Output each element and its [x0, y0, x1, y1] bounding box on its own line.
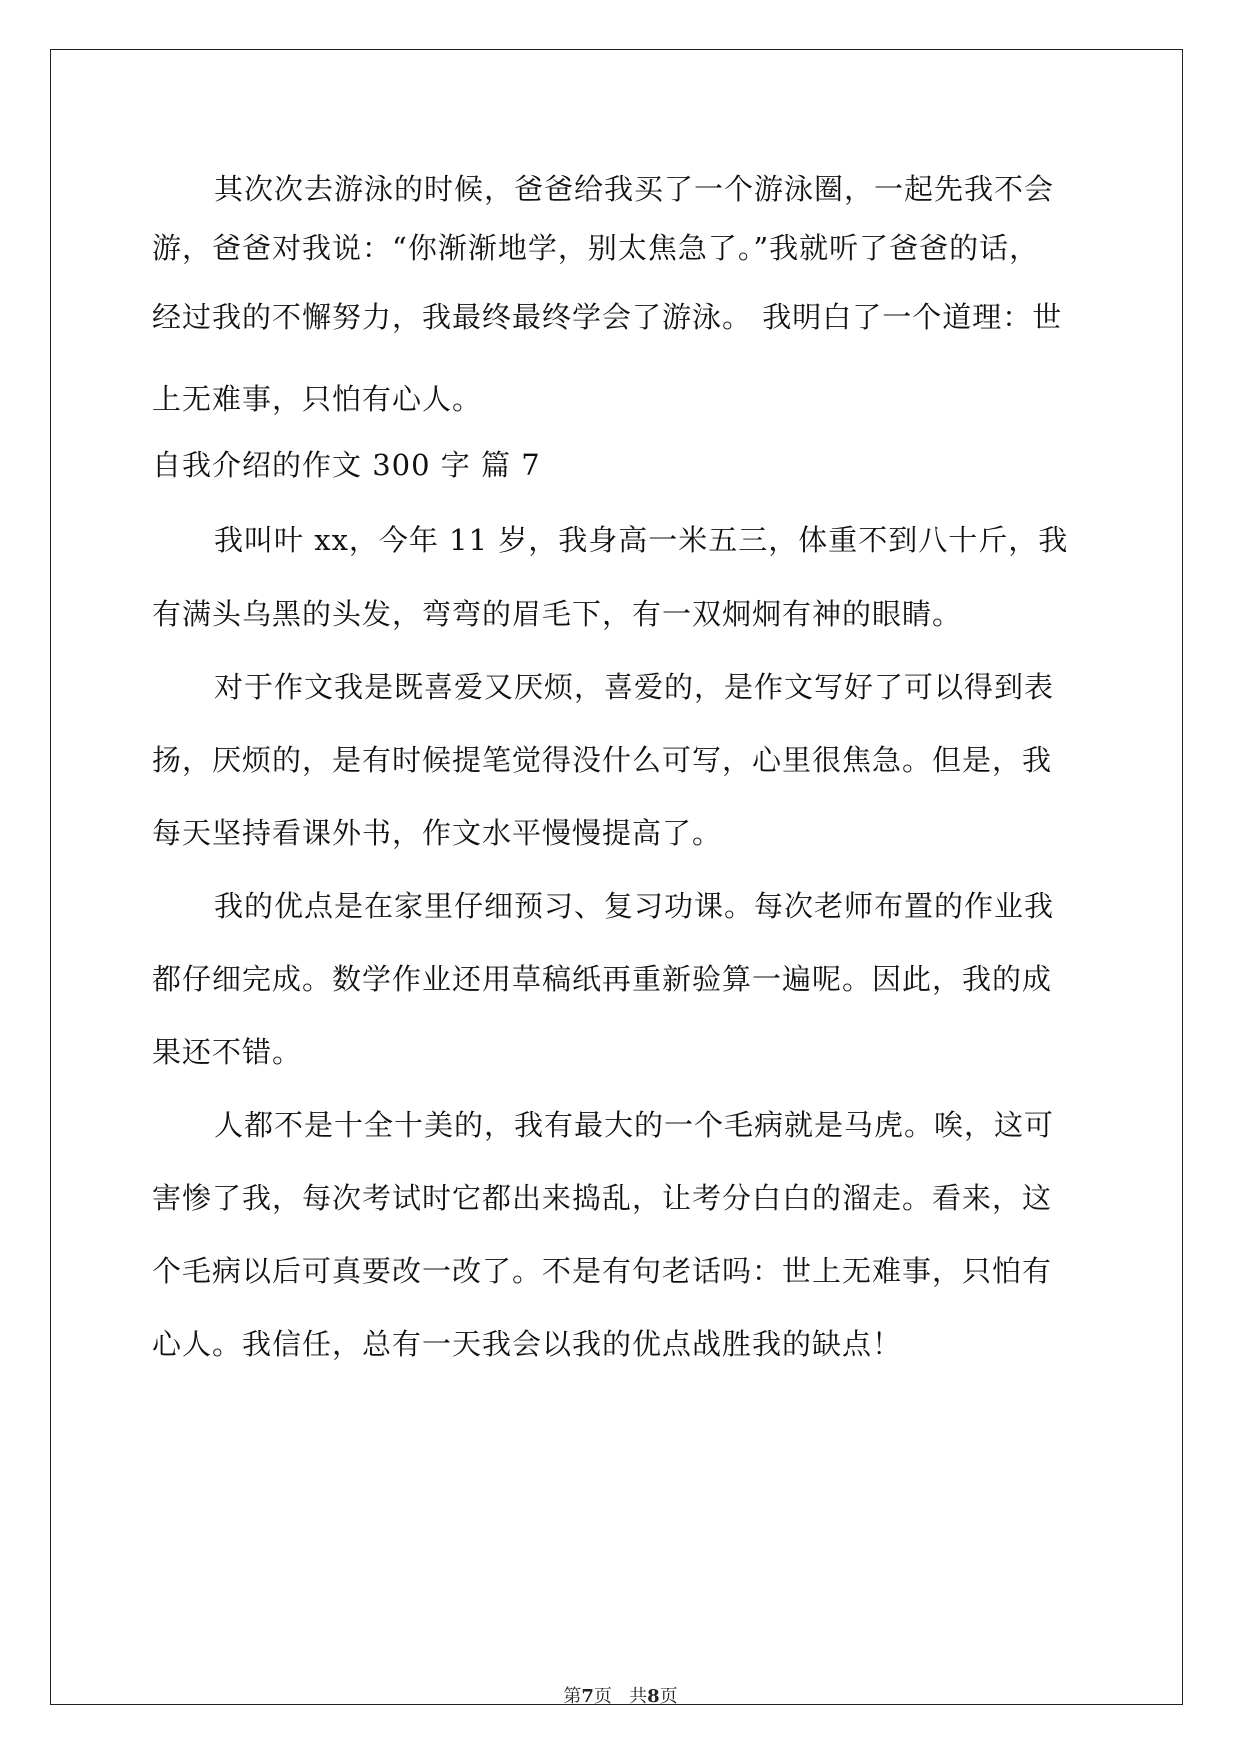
- paragraph-line: 其次次去游泳的时候，爸爸给我买了一个游泳圈，一起先我不会: [214, 172, 1055, 206]
- paragraph-line: 害惨了我，每次考试时它都出来捣乱，让考分白白的溜走。看来，这: [152, 1181, 1053, 1215]
- paragraph-line: 我叫叶 xx，今年 11 岁，我身高一米五三，体重不到八十斤，我: [214, 523, 1069, 557]
- footer-suffix: 页: [659, 1686, 678, 1707]
- page-footer: [0, 1686, 1241, 1708]
- footer-middle: 页 共: [593, 1686, 648, 1707]
- current-page-number: 7: [581, 1686, 594, 1707]
- paragraph-line: 都仔细完成。数学作业还用草稿纸再重新验算一遍呢。因此，我的成: [152, 962, 1053, 996]
- section-heading: 自我介绍的作文 300 字 篇 7: [152, 448, 541, 482]
- paragraph-line: 对于作文我是既喜爱又厌烦，喜爱的，是作文写好了可以得到表: [214, 670, 1055, 704]
- paragraph-line: 个毛病以后可真要改一改了。不是有句老话吗：世上无难事，只怕有: [152, 1254, 1053, 1288]
- total-pages-number: 8: [647, 1686, 660, 1707]
- paragraph-line: 经过我的不懈努力，我最终最终学会了游泳。 我明白了一个道理：世: [152, 300, 1063, 334]
- paragraph-line: 人都不是十全十美的，我有最大的一个毛病就是马虎。唉，这可: [214, 1108, 1055, 1142]
- paragraph-line: 上无难事，只怕有心人。: [152, 382, 483, 416]
- paragraph-line: 每天坚持看课外书，作文水平慢慢提高了。: [152, 816, 723, 850]
- paragraph-line: 我的优点是在家里仔细预习、复习功课。每次老师布置的作业我: [214, 889, 1055, 923]
- paragraph-line: 果还不错。: [152, 1035, 303, 1069]
- paragraph-line: 心人。我信任，总有一天我会以我的优点战胜我的缺点！: [152, 1327, 903, 1361]
- paragraph-line: 游，爸爸对我说：“你渐渐地学，别太焦急了。”我就听了爸爸的话，: [152, 231, 1040, 265]
- paragraph-line: 扬，厌烦的，是有时候提笔觉得没什么可写，心里很焦急。但是，我: [152, 743, 1053, 777]
- footer-prefix: 第: [563, 1686, 582, 1707]
- paragraph-line: 有满头乌黑的头发，弯弯的眉毛下，有一双炯炯有神的眼睛。: [152, 597, 963, 631]
